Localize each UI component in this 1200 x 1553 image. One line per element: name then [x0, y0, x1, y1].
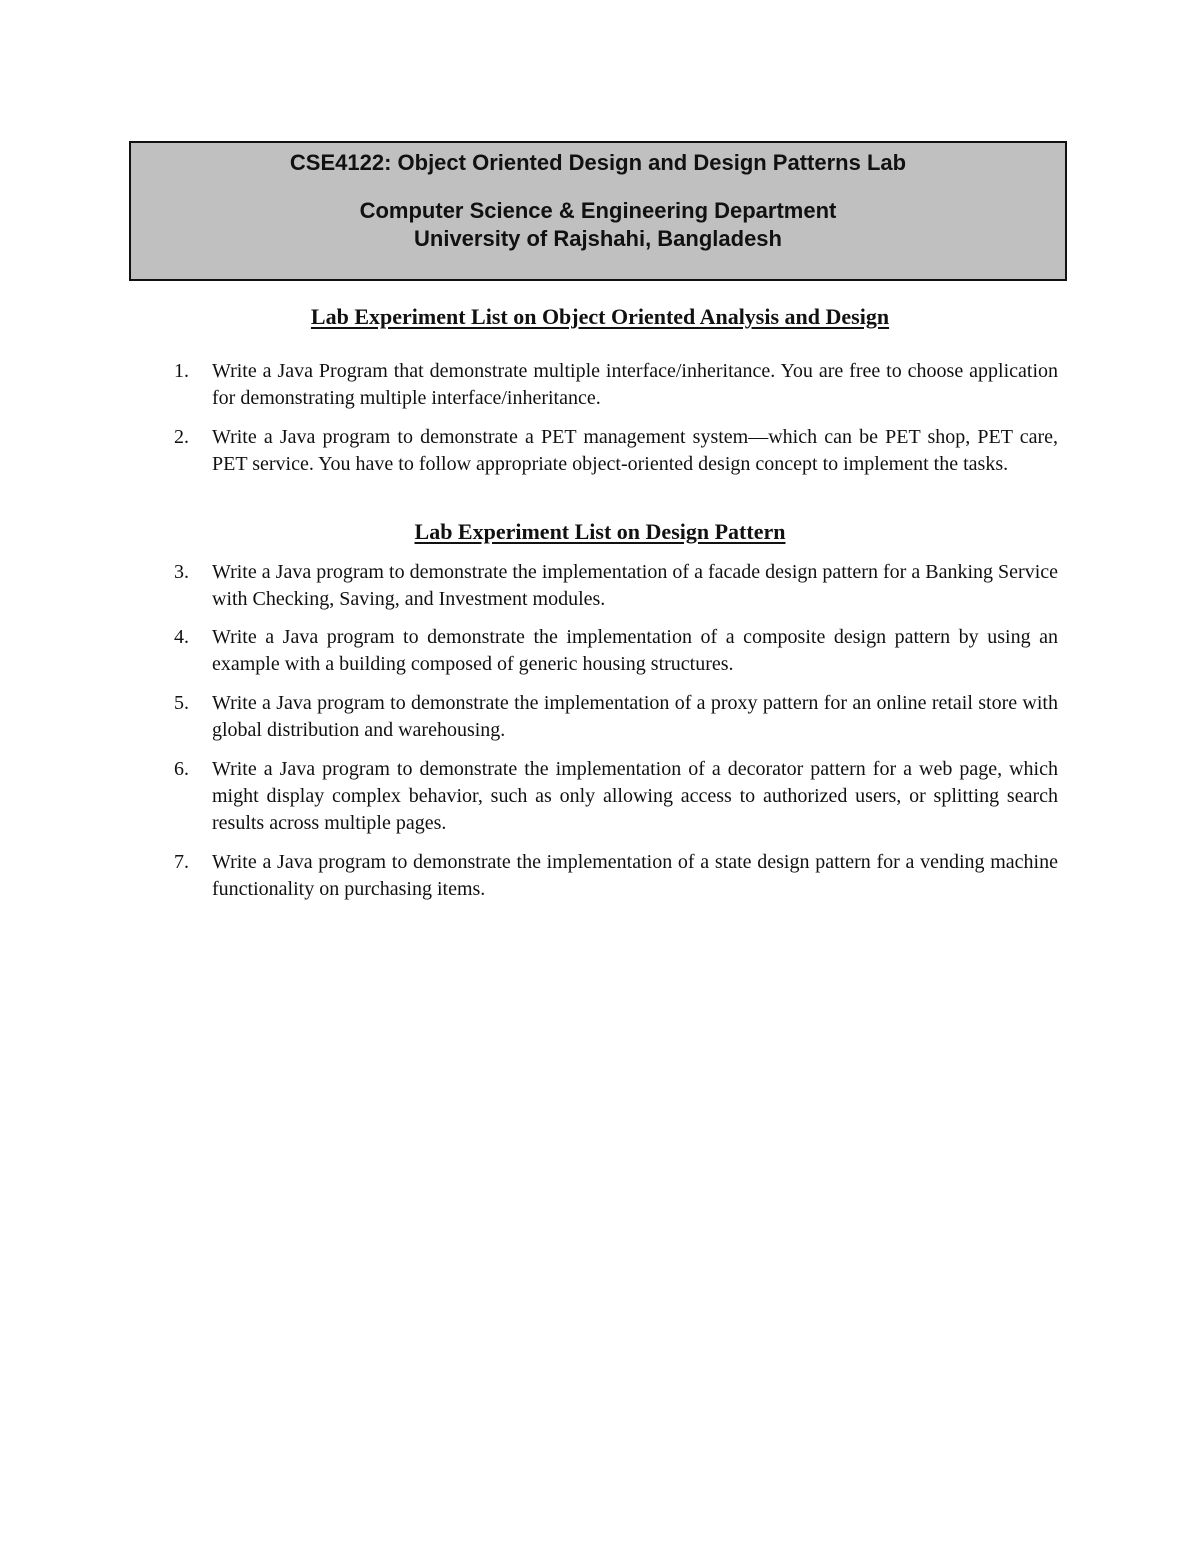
- section-title-design-pattern: Lab Experiment List on Design Pattern: [414, 519, 786, 544]
- item-text: Write a Java program to demonstrate the implementation of a decorator pattern for a web page, which might display complex behavior, such as only allowing access to authorized users, or splitting search results across multiple pages.: [212, 758, 1058, 834]
- item-number: 7.: [174, 851, 189, 873]
- item-number: 6.: [174, 758, 189, 780]
- item-number: 1.: [174, 360, 189, 382]
- item-text: Write a Java program to demonstrate a PET management system—which can be PET shop, PET care, PET service. You have to follow appropriate object-oriented design concept to implement the tasks.: [212, 426, 1058, 475]
- item-text: Write a Java Program that demonstrate multiple interface/inheritance. You are free to choose application for demonstrating multiple interface/inheritance.: [212, 360, 1058, 409]
- university-name: University of Rajshahi, Bangladesh: [414, 226, 782, 251]
- item-number: 5.: [174, 692, 189, 714]
- item-text: Write a Java program to demonstrate the implementation of a composite design pattern by using an example with a building composed of generic housing structures.: [212, 626, 1058, 675]
- header-box: [129, 141, 1067, 281]
- item-number: 3.: [174, 561, 189, 583]
- course-title: CSE4122: Object Oriented Design and Design Patterns Lab: [289, 150, 907, 175]
- department-name: Computer Science & Engineering Department: [359, 198, 837, 223]
- item-text: Write a Java program to demonstrate the implementation of a state design pattern for a vending machine functionality on purchasing items.: [212, 851, 1058, 900]
- item-text: Write a Java program to demonstrate the implementation of a facade design pattern for a Banking Service with Checking, Saving, and Investment modules.: [212, 561, 1058, 610]
- section-title-ooad: Lab Experiment List on Object Oriented Analysis and Design: [310, 304, 890, 329]
- item-text: Write a Java program to demonstrate the implementation of a proxy pattern for an online retail store with global distribution and warehousing.: [212, 692, 1058, 741]
- item-number: 2.: [174, 426, 189, 448]
- item-number: 4.: [174, 626, 189, 648]
